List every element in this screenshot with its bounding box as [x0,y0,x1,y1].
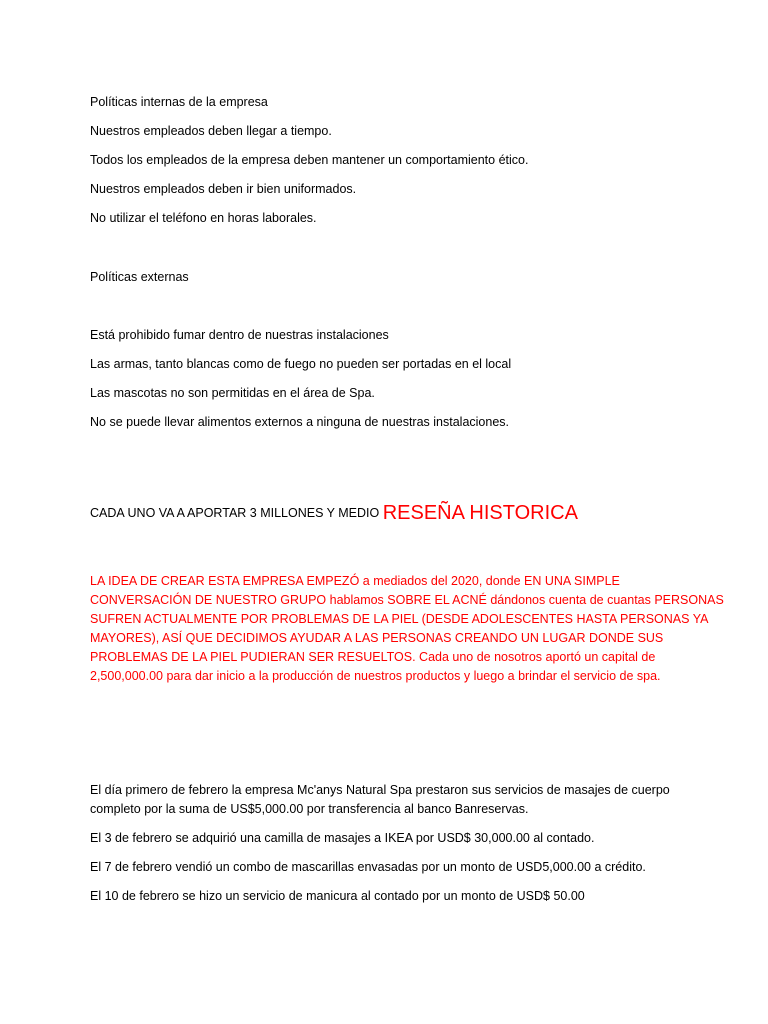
internal-policy-item: Nuestros empleados deben llegar a tiempo. [90,124,332,138]
transaction-1-line: completo por la suma de US$5,000.00 por transferencia al banco Banreservas. [90,802,529,816]
transaction-3: El 7 de febrero vendió un combo de mascarillas envasadas por un monto de USD5,000.00 a crédito. [90,860,646,874]
history-title: RESEÑA HISTORICA [382,502,578,524]
external-policy-item: Las armas, tanto blancas como de fuego no pueden ser portadas en el local [90,357,512,371]
external-policy-item: Las mascotas no son permitidas en el área de Spa. [90,386,375,400]
internal-policies-title: Políticas internas de la empresa [90,95,268,109]
history-line: PROBLEMAS DE LA PIEL PUDIERAN SER RESUELTOS. Cada uno de nosotros aportó un capital de [90,650,656,664]
external-policy-item: No se puede llevar alimentos externos a ninguna de nuestras instalaciones. [90,415,510,429]
history-line: LA IDEA DE CREAR ESTA EMPRESA EMPEZÓ a mediados del 2020, donde EN UNA SIMPLE [90,574,620,588]
history-line: 2,500,000.00 para dar inicio a la producción de nuestros productos y luego a brindar el servicio de spa. [90,669,661,683]
internal-policy-item: Todos los empleados de la empresa deben mantener un comportamiento ético. [90,153,529,167]
internal-policy-item: Nuestros empleados deben ir bien uniformados. [90,182,357,196]
history-line: SUFREN ACTUALMENTE POR PROBLEMAS DE LA PIEL (DESDE ADOLESCENTES HASTA PERSONAS YA [90,612,709,626]
external-policies-title: Políticas externas [90,270,189,284]
history-line: CONVERSACIÓN DE NUESTRO GRUPO hablamos SOBRE EL ACNÉ dándonos cuenta de cuantas PERSONAS [90,593,724,607]
history-line: MAYORES), ASÍ QUE DECIDIMOS AYUDAR A LAS PERSONAS CREANDO UN LUGAR DONDE SUS [90,631,664,645]
external-policy-item: Está prohibido fumar dentro de nuestras instalaciones [90,328,389,342]
capital-heading-line [90,504,578,523]
transaction-2: El 3 de febrero se adquirió una camilla de masajes a IKEA por USD$ 30,000.00 al contado. [90,831,595,845]
internal-policy-item: No utilizar el teléfono en horas laborales. [90,211,317,225]
transaction-1-line: El día primero de febrero la empresa Mc'anys Natural Spa prestaron sus servicios de masajes de cuerpo [90,783,670,797]
capital-note: CADA UNO VA A APORTAR 3 MILLONES Y MEDIO [90,506,380,520]
transaction-4: El 10 de febrero se hizo un servicio de manicura al contado por un monto de USD$ 50.00 [90,889,585,903]
